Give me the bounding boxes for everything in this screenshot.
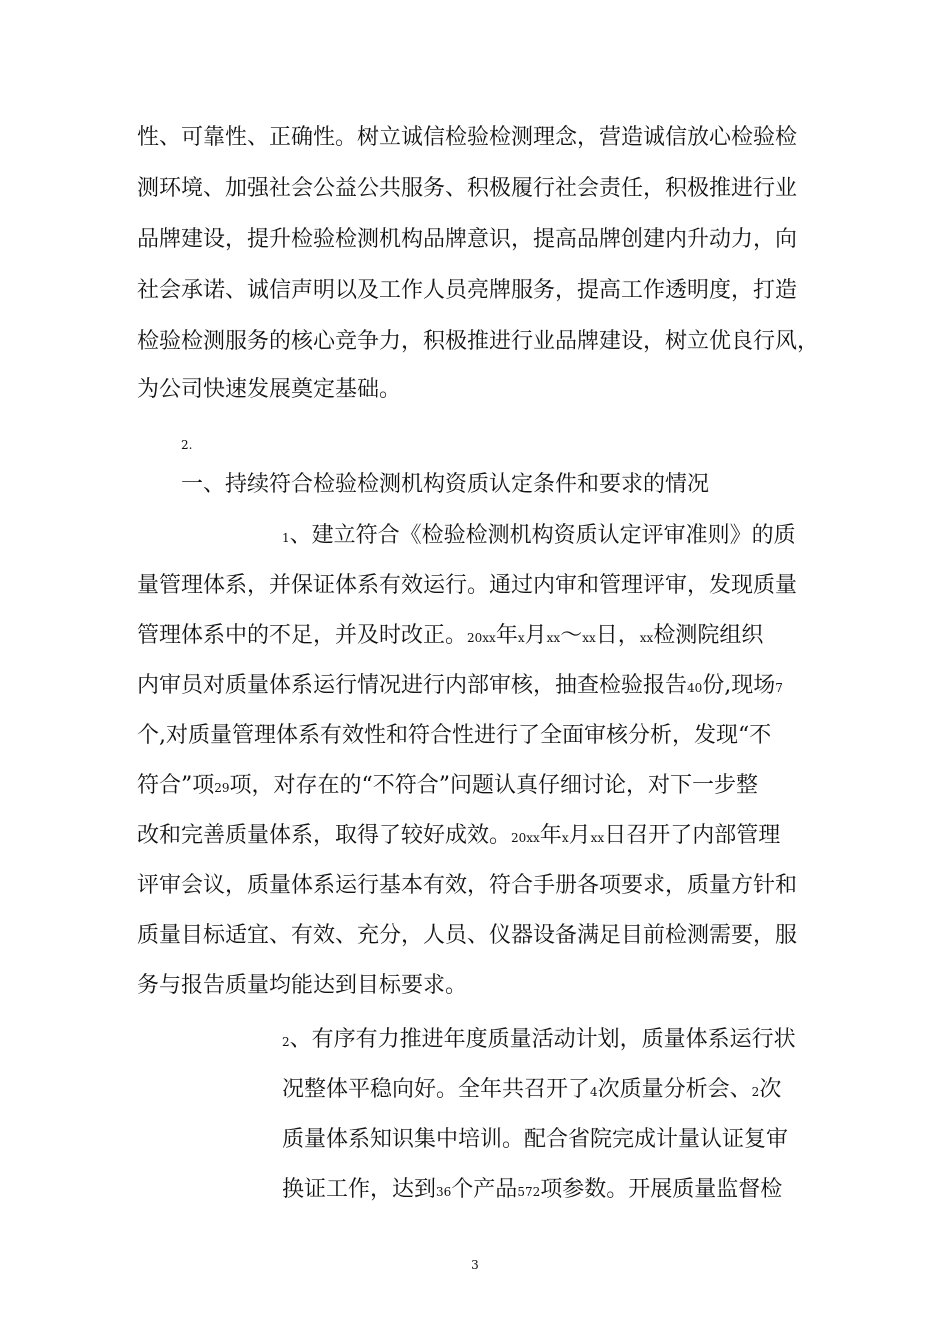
section-number: 2. [181,438,193,452]
item-number: 1 [282,531,290,545]
item-line: 况整体平稳向好。全年共召开了4次质量分析会、2次 [282,1077,782,1102]
item-line: 质量目标适宜、有效、充分，人员、仪器设备满足目前检测需要，服 [137,923,798,948]
item-line: 质量体系知识集中培训。配合省院完成计量认证复审 [282,1127,789,1152]
item-line: 评审会议，质量体系运行基本有效，符合手册各项要求，质量方针和 [137,873,798,898]
paragraph-line: 品牌建设，提升检验检测机构品牌意识，提高品牌创建内升动力，向 [137,227,798,252]
item-line: 管理体系中的不足，并及时改正。20xx年x月xx〜xx日，xx检测院组织 [137,623,764,648]
item-line: 2、有序有力推进年度质量活动计划，质量体系运行状 [282,1027,796,1052]
paragraph-line: 性、可靠性、正确性。树立诚信检验检测理念，营造诚信放心检验检 [137,125,798,150]
item-line: 改和完善质量体系，取得了较好成效。20xx年x月xx日召开了内部管理 [137,823,781,848]
item-line: 符合”项29项，对存在的“不符合”问题认真仔细讨论，对下一步整 [137,773,759,798]
paragraph-line: 为公司快速发展奠定基础。 [137,377,402,402]
item-line: 换证工作，达到36个产品572项参数。开展质量监督检 [282,1177,783,1202]
item-line: 1、建立符合《检验检测机构资质认定评审准则》的质 [282,523,796,548]
item-line: 个,对质量管理体系有效性和符合性进行了全面审核分析，发现“不 [137,723,772,748]
item-line: 务与报告质量均能达到目标要求。 [137,973,468,998]
item-number: 2 [282,1035,290,1049]
page-number: 3 [471,1258,479,1272]
item-line: 量管理体系，并保证体系有效运行。通过内审和管理评审，发现质量 [137,573,798,598]
paragraph-line: 社会承诺、诚信声明以及工作人员亮牌服务，提高工作透明度，打造 [137,278,798,303]
paragraph-line: 测环境、加强社会公益公共服务、积极履行社会责任，积极推进行业 [137,176,798,201]
item-line: 内审员对质量体系运行情况进行内部审核，抽查检验报告40份,现场7 [137,673,783,698]
section-heading: 一、持续符合检验检测机构资质认定条件和要求的情况 [181,472,710,497]
paragraph-line: 检验检测服务的核心竞争力，积极推进行业品牌建设，树立优良行风， [137,329,820,354]
